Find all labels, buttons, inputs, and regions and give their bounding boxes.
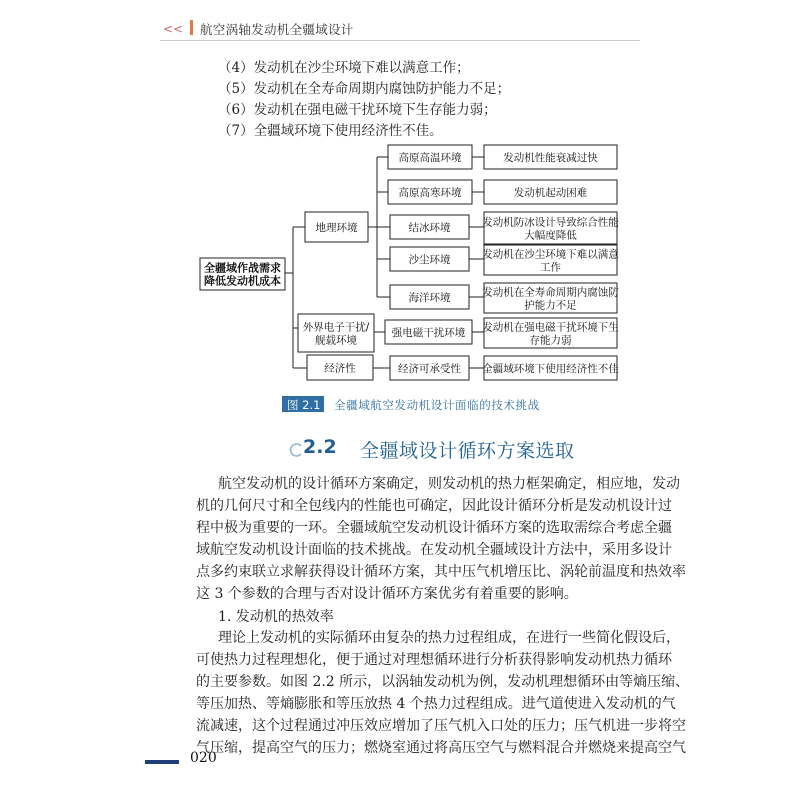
challenge-node [482,212,619,244]
challenge-node [482,356,619,380]
challenge-node-label: 工作 [540,261,561,274]
category-node-label: 舰载环境 [315,334,357,347]
environment-node [390,356,469,380]
challenge-node-label: 发动机在强电磁干扰环境下生 [482,321,619,334]
environment-node [388,180,472,204]
category-node [307,355,373,380]
environment-node-label: 强电磁干扰环境 [391,327,466,339]
challenge-node [482,245,619,275]
challenge-node-label: 发动机性能衰减过快 [503,152,598,164]
challenge-node-label: 发动机在沙尘环境下难以满意 [482,248,619,261]
paragraph-line: 这 3 个参数的合理与否对设计循环方案优劣有着重要的影响。 [196,586,578,602]
category-node-label: 外界电子干扰/ [302,321,370,334]
challenge-node [484,145,617,169]
environment-node [390,247,469,271]
running-header-title: 航空涡轴发动机全疆域设计 [200,22,354,37]
paragraph-line: 可使热力过程理想化，便于通过对理想循环进行分析获得影响发动机热力循环 [196,652,672,668]
section-number: 2.2 [303,436,337,458]
challenge-node [482,283,619,313]
figure-caption-text: 全疆域航空发动机设计面临的技术挑战 [334,398,540,412]
environment-node [390,215,469,239]
section-swirl-icon [288,442,304,458]
category-node [298,314,374,352]
paragraph-line: 航空发动机的设计循环方案确定，则发动机的热力框架确定，相应地，发动 [218,476,680,492]
challenge-node-label: 存能力弱 [529,334,572,347]
section-title: 全疆域设计循环方案选取 [360,440,575,462]
challenge-node [482,318,619,348]
environment-node-label: 结冰环境 [408,222,451,234]
challenge-node-label: 护能力不足 [524,299,577,312]
list-item: （4）发动机在沙尘环境下难以满意工作； [218,60,470,76]
figure-caption-number: 图 2.1 [287,398,321,412]
paragraph-line: 等压加热、等熵膨胀和等压放热 4 个热力过程组成。进气道使进入发动机的气 [196,696,676,712]
root-node [200,258,285,290]
environment-node [388,145,472,169]
challenge-node-label: 发动机在全寿命周期内腐蚀防 [482,286,619,299]
paragraph-line: 点多约束联立求解获得设计循环方案，其中压气机增压比、涡轮前温度和热效率 [196,564,686,580]
paragraph-line: 流减速，这个过程通过冲压效应增加了压气机入口处的压力；压气机进一步将空 [196,718,686,734]
paragraph-line: 的主要参数。如图 2.2 所示，以涡轴发动机为例，发动机理想循环由等熵压缩、 [196,674,690,690]
paragraph-line: 理论上发动机的实际循环由复杂的热力过程组成，在进行一些简化假设后， [218,630,680,646]
environment-node-label: 沙尘环境 [408,254,451,266]
paragraph-line: 机的几何尺寸和全包线内的性能也可确定，因此设计循环分析是发动机设计过 [196,498,672,514]
paragraph-line: 域航空发动机设计面临的技术挑战。在发动机全疆域设计方法中，采用多设计 [196,542,672,558]
category-node-label: 地理环境 [315,222,358,234]
category-node [305,212,368,242]
challenge-node-label: 大幅度降低 [524,229,577,242]
paragraph-line: 气压缩，提高空气的压力；燃烧室通过将高压空气与燃料混合并燃烧来提高空气 [196,740,686,756]
environment-node-label: 高原高温环境 [398,152,462,164]
list-item: （7）全疆域环境下使用经济性不佳。 [218,123,443,139]
paragraph-line: 程中极为重要的一环。全疆域航空发动机设计循环方案的选取需综合考虑全疆 [196,520,672,536]
challenge-node-label: 发动机防冰设计导致综合性能 [482,216,619,229]
page-number: 020 [190,750,217,766]
challenge-node [484,180,617,204]
category-node-label: 经济性 [324,362,356,375]
root-node-label: 全疆域作战需求 [204,261,281,275]
list-item: （6）发动机在强电磁干扰环境下生存能力弱； [218,102,497,118]
list-item: （5）发动机在全寿命周期内腐蚀防护能力不足； [218,81,511,97]
challenge-node-label: 全疆域环境下使用经济性不佳 [482,363,619,375]
root-node-label: 降低发动机成本 [204,274,281,288]
environment-node [390,285,469,309]
header-chevron-mark: << [163,22,184,36]
subheading: 1. 发动机的热效率 [218,609,334,625]
environment-node [385,320,472,344]
environment-node-label: 海洋环境 [408,292,451,304]
environment-node-label: 高原高寒环境 [398,187,462,199]
challenge-tree-diagram [0,0,800,395]
environment-node-label: 经济可承受性 [398,363,461,375]
challenge-node-label: 发动机起动困难 [513,187,588,199]
footer-accent-bar [145,760,179,764]
